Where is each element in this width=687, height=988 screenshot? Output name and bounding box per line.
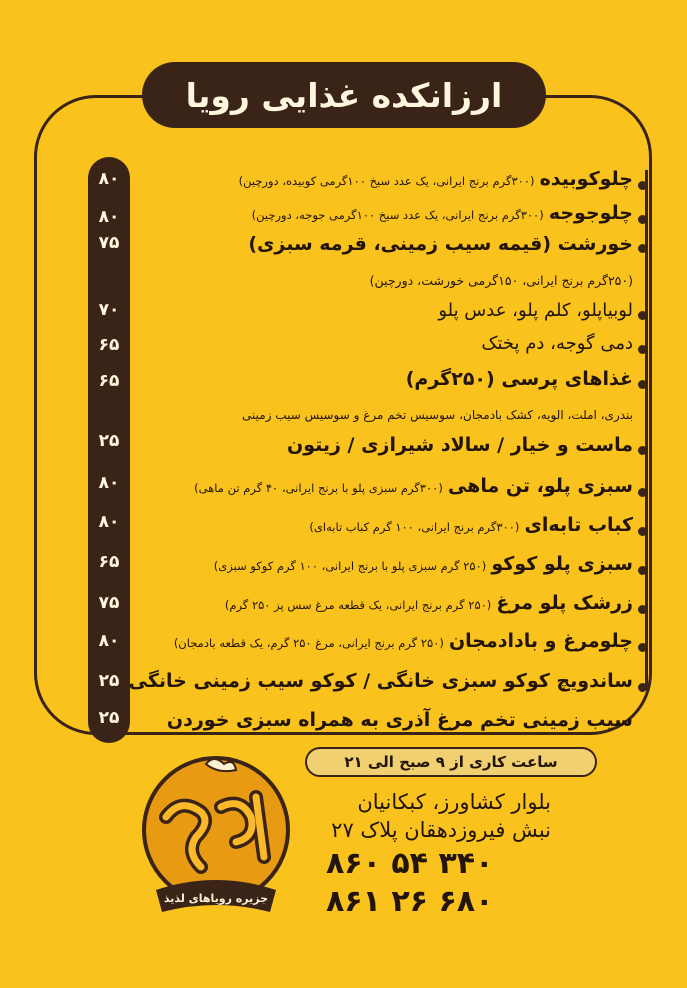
address-line-1: بلوار کشاورز، کبکانیان [357, 790, 551, 814]
item-name: چلومرغ و بادادمجان [448, 630, 633, 652]
item-name: سیب زمینی تخم مرغ آذری به همراه سبزی خوردن [166, 709, 633, 731]
menu-item [225, 592, 633, 614]
price-label: ۶۵ [98, 335, 120, 355]
price-label: ۸۰ [98, 473, 120, 493]
price-label: ۸۰ [98, 169, 120, 189]
price-label: ۲۵ [98, 708, 120, 728]
menu-item [239, 168, 633, 190]
hours-text: ساعت کاری از ۹ صبح الی ۲۱ [344, 753, 558, 771]
logo-tagline: جزیره رویاهای لذیذ [163, 892, 268, 905]
price-label: ۶۵ [98, 371, 120, 391]
price-label: ۸۰ [98, 631, 120, 651]
item-bullet [638, 566, 647, 575]
item-bullet [638, 446, 647, 455]
menu-item [481, 333, 633, 354]
item-desc: (۳۰۰گرم برنج ایرانی، یک عدد سیخ ۱۰۰گرمی جوجه، دورچین) [251, 208, 544, 222]
menu-item [287, 434, 633, 456]
item-bullet [638, 244, 647, 253]
price-label: ۷۰ [98, 300, 120, 320]
item-name: ساندویچ کوکو سبزی خانگی / کوکو سیب زمینی خانگی [128, 670, 633, 692]
price-label: ۷۵ [98, 233, 120, 253]
item-name: دمی گوجه، دم پختک [481, 333, 633, 354]
price-label: ۲۵ [98, 671, 120, 691]
item-desc: (۳۰۰گرم سبزی پلو با برنج ایرانی، ۴۰ گرم تن ماهی) [194, 481, 443, 495]
price-column [88, 157, 130, 743]
item-bullet [638, 380, 647, 389]
price-label: ۲۵ [98, 431, 120, 451]
item-bullet [638, 527, 647, 536]
menu-item [438, 300, 633, 321]
item-bullet [638, 181, 647, 190]
item-desc: (۲۵۰گرم برنج ایرانی، ۱۵۰گرمی خورشت، دورچین) [369, 273, 633, 288]
item-desc: (۳۰۰گرم برنج ایرانی، یک عدد سیخ ۱۰۰گرمی کوبیده، دورچین) [238, 174, 535, 188]
price-label: ۷۵ [98, 593, 120, 613]
hours-badge [305, 747, 597, 777]
item-bullet [638, 683, 647, 692]
menu-item [309, 514, 633, 536]
menu-item [248, 233, 633, 255]
price-label: ۸۰ [98, 512, 120, 532]
menu-item [242, 404, 633, 423]
logo [136, 752, 296, 920]
item-name: سبزی پلو، تن ماهی [447, 475, 633, 497]
price-label: ۸۰ [98, 207, 120, 227]
item-bullet [638, 488, 647, 497]
menu-item [214, 553, 633, 575]
item-name: خورشت (قیمه سیب زمینی، قرمه سبزی) [248, 233, 633, 255]
phone-number-1: ۸۶۰ ۵۴ ۳۴۰ [326, 846, 494, 881]
item-bullet [638, 345, 647, 354]
menu-item [129, 670, 633, 692]
title-banner [142, 62, 546, 128]
item-name: غذاهای پرسی (۲۵۰گرم) [405, 368, 633, 390]
item-name: ماست و خیار / سالاد شیرازی / زیتون [286, 434, 633, 456]
item-name: چلوجوجه [548, 202, 633, 224]
page-title: ارزانکده غذایی رویا [185, 75, 503, 115]
item-desc: بندری، املت، الویه، کشک بادمجان، سوسیس تخم مرغ و سوسیس سیب زمینی [242, 408, 633, 422]
address-line-2: نبش فیروزدهقان پلاک ۲۷ [331, 818, 551, 842]
item-bullet [638, 311, 647, 320]
phone-number-2: ۸۶۱ ۲۶ ۶۸۰ [326, 884, 494, 919]
item-name: زرشک پلو مرغ [496, 592, 633, 614]
item-name: کباب تابه‌ای [524, 514, 633, 536]
price-label: ۶۵ [98, 552, 120, 572]
item-desc: (۳۰۰گرم برنج ایرانی، ۱۰۰ گرم کباب تابه‌ای) [309, 520, 520, 534]
item-desc: (۲۵۰ گرم برنج ایرانی، مرغ ۲۵۰ گرم، یک قطعه بادمجان) [173, 636, 444, 650]
item-bullet [638, 643, 647, 652]
menu-item [406, 368, 633, 390]
item-name: سبزی پلو کوکو [491, 553, 633, 575]
item-bullet [638, 215, 647, 224]
item-desc: (۲۵۰ گرم سبزی پلو با برنج ایرانی، ۱۰۰ گرم کوکو سبزی) [213, 559, 487, 573]
item-desc: (۲۵۰ گرم برنج ایرانی، یک قطعه مرغ سس پز ۲۵۰ گرم) [224, 598, 492, 612]
menu-item [174, 630, 633, 652]
item-name: لوبیاپلو، کلم پلو، عدس پلو [438, 300, 633, 321]
item-bullet [638, 605, 647, 614]
menu-item [167, 709, 633, 731]
menu-item [194, 475, 633, 497]
menu-item [370, 270, 633, 289]
item-name: چلوکوبیده [539, 168, 633, 190]
menu-item [252, 202, 633, 224]
